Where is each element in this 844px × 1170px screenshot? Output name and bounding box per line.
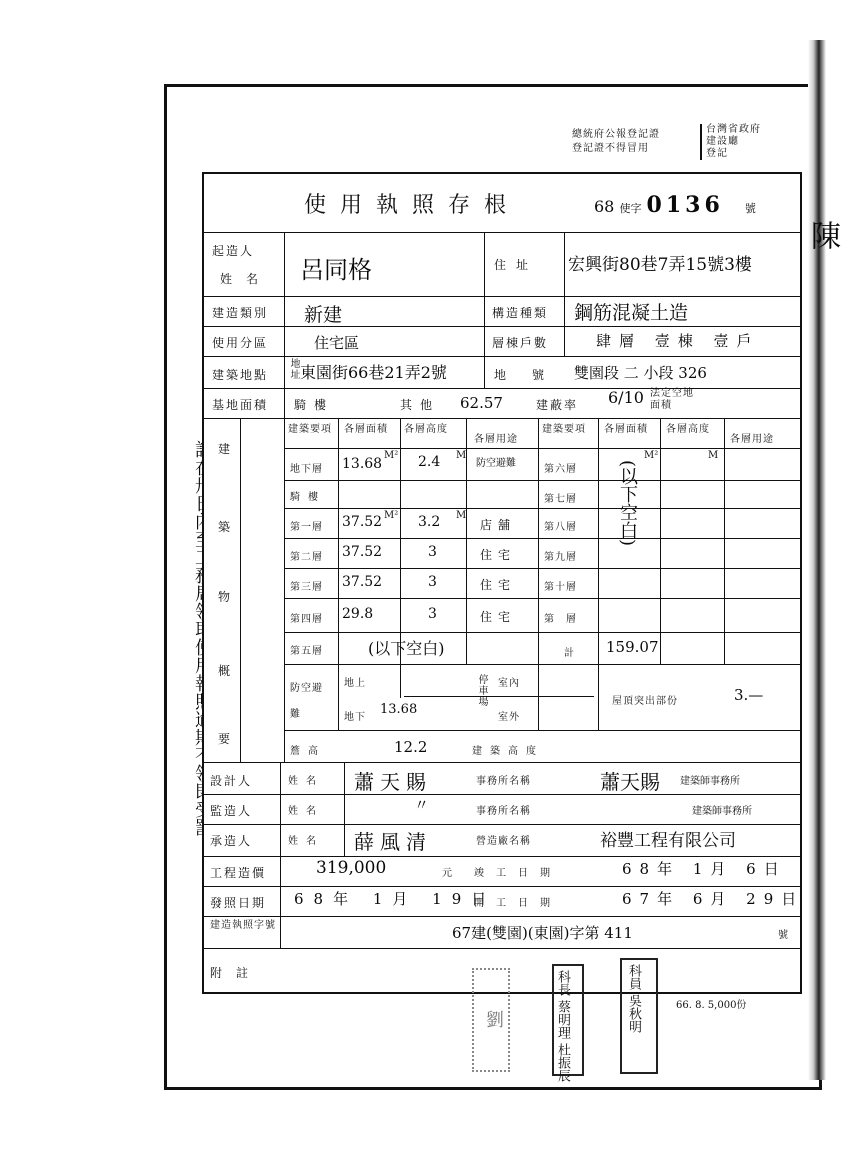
unit-mark: M² — [644, 450, 659, 461]
arcade-label: 騎樓 — [294, 398, 335, 412]
name-label: 姓名 — [220, 272, 273, 286]
row-f1: 第一層 — [290, 522, 323, 533]
supervisor-office-label: 事務所名稱 — [476, 806, 531, 817]
coverage-ratio: 6/10 — [608, 388, 644, 407]
designer-office-label: 事務所名稱 — [476, 776, 531, 787]
open-space-label: 法定空地面積 — [650, 388, 694, 411]
completion-date: 68年 1月 6日 — [622, 860, 787, 878]
header-stamp — [572, 128, 660, 156]
designer-office-suffix: 建築師事務所 — [680, 776, 740, 787]
seal-right — [620, 958, 658, 1074]
f3-height: 3 — [428, 574, 437, 590]
basement-height: 2.4 — [418, 454, 441, 470]
permit-label: 使字 — [619, 202, 642, 215]
f5-note: (以下空白) — [368, 639, 445, 658]
col-use: 各層用途 — [474, 434, 518, 445]
row-f7: 第七層 — [544, 494, 577, 505]
roof-label: 屋頂突出部份 — [612, 696, 678, 707]
f1-use: 店舖 — [480, 518, 517, 532]
row-f5: 第五層 — [290, 646, 323, 657]
shelter-label: 防空避難 — [290, 683, 323, 720]
total-area: 159.07 — [606, 638, 659, 656]
row-f2: 第二層 — [290, 552, 323, 563]
upper-floors-note: (以下空白) — [617, 460, 638, 547]
page-title: 使用執照存根 — [304, 193, 521, 218]
unit-mark: M — [456, 450, 467, 461]
basement-area: 13.68 — [342, 456, 383, 472]
applicant-address: 宏興街80巷7弄15號3樓 — [568, 255, 752, 275]
seal-left-text: 劉 — [483, 1010, 504, 1028]
contractor-firm-label: 營造廠名稱 — [476, 836, 531, 847]
completion-label: 竣工日期 — [474, 868, 562, 879]
above-label: 地上 — [344, 678, 366, 689]
f1-area: 37.52 — [342, 514, 383, 530]
supervisor-label: 監造人 — [210, 804, 253, 818]
f3-area: 37.52 — [342, 574, 383, 590]
contractor-name: 薛風清 — [354, 830, 432, 854]
applicant-label: 起造人 — [212, 244, 255, 258]
designer-name-label: 姓名 — [288, 776, 324, 787]
row-f6: 第六層 — [544, 464, 577, 475]
permit-ref: 67建(雙園)(東園)字第 411 — [452, 924, 633, 942]
site-label: 建築地點 — [212, 368, 269, 382]
overview-letter: 建 — [218, 442, 233, 456]
cost-label: 工程造價 — [210, 866, 267, 880]
unit-mark: M² — [384, 510, 399, 521]
lot-number: 雙園段 二 小段 326 — [574, 364, 707, 382]
roof-height: 3.— — [734, 686, 764, 704]
indoor-label: 室內 — [498, 678, 520, 689]
overview-letter: 築 — [218, 520, 233, 534]
f1-height: 3.2 — [418, 514, 441, 530]
col-height: 各層高度 — [404, 424, 448, 435]
permit-suffix: 號 — [744, 202, 756, 215]
col-item-2: 建築要項 — [542, 424, 586, 435]
permit-serial: 0136 — [646, 192, 724, 218]
contractor-name-label: 姓名 — [288, 836, 324, 847]
seal-center — [552, 964, 584, 1083]
lot-label: 地號 — [494, 368, 571, 382]
site-address: 東園街66巷21弄2號 — [300, 363, 447, 382]
floors-units-label: 層棟戶數 — [492, 336, 549, 350]
start-date: 67年 6月 29日 — [622, 890, 805, 908]
issue-date-label: 發照日期 — [210, 896, 267, 910]
designer-office: 蕭天賜 — [600, 770, 660, 794]
address-label: 住址 — [494, 258, 539, 272]
print-note: 66. 8. 5,000份 — [676, 1000, 747, 1011]
eaves-height: 12.2 — [394, 738, 428, 756]
col-height-2: 各層高度 — [666, 424, 710, 435]
f2-use: 住宅 — [480, 548, 517, 562]
header-stamp-line: 總統府公報登記證 — [572, 129, 660, 140]
row-f10: 第十層 — [544, 582, 577, 593]
permit-ref-suffix: 號 — [778, 930, 789, 941]
row-fx: 第 層 — [544, 614, 577, 625]
permit-number — [594, 192, 756, 218]
f4-height: 3 — [428, 606, 437, 622]
outdoor-label: 室外 — [498, 712, 520, 723]
col-area-2: 各層面積 — [604, 424, 648, 435]
remarks-label: 附註 — [210, 966, 263, 980]
shelter-below-area: 13.68 — [380, 702, 418, 717]
header-stamp-right-line: 登記 — [706, 148, 728, 159]
contractor-label: 承造人 — [210, 834, 253, 848]
right-margin-note: 陳 — [805, 220, 840, 250]
header-stamp-line: 登記證不得冒用 — [572, 143, 649, 154]
row-basement: 地下層 — [290, 464, 323, 475]
supervisor-office-suffix: 建築師事務所 — [692, 806, 752, 817]
header-stamp-right — [700, 124, 761, 160]
overview-letter: 概 — [218, 664, 233, 678]
structure-type-label: 構造種類 — [492, 306, 549, 320]
col-item: 建築要項 — [288, 424, 332, 435]
bldg-height-label: 建築高度 — [472, 746, 544, 757]
contractor-firm: 裕豐工程有限公司 — [600, 831, 736, 851]
structure-type: 鋼筋混凝土造 — [574, 302, 689, 324]
row-f3: 第三層 — [290, 582, 323, 593]
issue-date: 68年 1月 19日 — [294, 890, 497, 908]
coverage-label: 建蔽率 — [536, 398, 579, 412]
unit-mark: M — [708, 450, 719, 461]
site-area-label: 基地面積 — [212, 398, 269, 412]
applicant-name: 呂同格 — [300, 256, 372, 284]
supervisor-name-label: 姓名 — [288, 806, 324, 817]
header-stamp-right-line: 台灣省政府 — [706, 124, 761, 135]
lot-address-label: 地址 — [288, 358, 299, 380]
col-area: 各層面積 — [344, 424, 388, 435]
row-f4: 第四層 — [290, 614, 323, 625]
other-area: 62.57 — [460, 394, 503, 412]
f3-use: 住宅 — [480, 578, 517, 592]
below-label: 地下 — [344, 712, 366, 723]
eaves-label: 簷高 — [290, 746, 326, 757]
designer-name: 蕭天賜 — [354, 770, 432, 794]
f4-area: 29.8 — [342, 606, 374, 622]
permit-ref-label: 建造執照字號 — [210, 920, 276, 931]
col-use-2: 各層用途 — [730, 434, 774, 445]
other-label: 其他 — [400, 398, 441, 412]
parking-label: 停車場 — [476, 674, 487, 707]
f2-height: 3 — [428, 544, 437, 560]
designer-label: 設計人 — [210, 774, 253, 788]
row-arcade: 騎樓 — [290, 492, 326, 503]
unit-mark: M² — [384, 450, 399, 461]
supervisor-name: 〃 — [414, 796, 430, 814]
row-f8: 第八層 — [544, 522, 577, 533]
scan-edge-right — [808, 40, 826, 1080]
total-label: 計 — [564, 648, 575, 659]
overview-letter: 要 — [218, 732, 233, 746]
seal-right-text: 科員 吳秋明 — [626, 964, 641, 1034]
cost-value: 319,000 — [316, 858, 387, 878]
permit-form — [202, 172, 805, 994]
unit-mark: M — [456, 510, 467, 521]
seal-left — [472, 968, 510, 1072]
f2-area: 37.52 — [342, 544, 383, 560]
permit-year: 68 — [594, 197, 615, 216]
yuan-label: 元 — [442, 868, 453, 879]
use-zone-label: 使用分區 — [212, 336, 269, 350]
building-class: 新建 — [304, 304, 343, 326]
seal-center-text: 科長 蔡明理 杜振辰 — [555, 970, 570, 1083]
basement-use: 防空避難 — [476, 458, 516, 469]
header-stamp-right-line: 建設廳 — [706, 136, 739, 147]
overview-letter: 物 — [218, 590, 233, 604]
floors-units: 肆層 壹棟 壹戶 — [596, 332, 760, 350]
use-zone: 住宅區 — [314, 334, 360, 352]
row-f9: 第九層 — [544, 552, 577, 563]
building-class-label: 建造類別 — [212, 306, 269, 320]
start-label: 開工日期 — [474, 898, 562, 909]
f4-use: 住宅 — [480, 610, 517, 624]
